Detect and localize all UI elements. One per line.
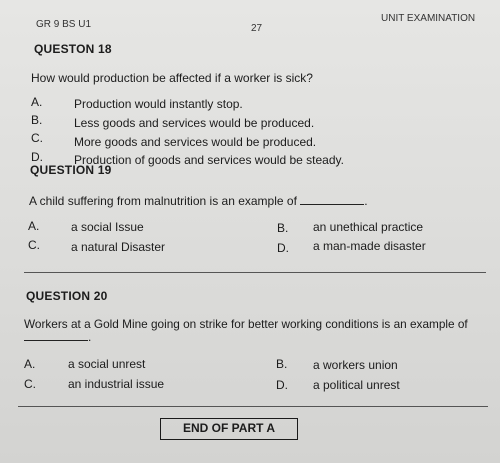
question-19-text — [29, 194, 368, 208]
q18-option-a-letter: A. — [31, 95, 43, 109]
q20-option-d-letter: D. — [276, 378, 288, 392]
q19-option-d-text: a man-made disaster — [313, 239, 426, 253]
q19-option-c-text: a natural Disaster — [71, 240, 166, 254]
q19-option-a-text: a social Issue — [71, 220, 144, 234]
q19-option-d-letter: D. — [277, 241, 289, 255]
question-20-text: Workers at a Gold Mine going on strike for better working conditions is an example of — [24, 317, 468, 331]
q18-option-d-text: Production of goods and services would be steady. — [74, 153, 344, 167]
q20-option-a-text: a social unrest — [68, 357, 146, 371]
course-code: GR 9 BS U1 — [36, 19, 92, 30]
answer-blank — [300, 204, 364, 205]
q19-option-b-text: an unethical practice — [313, 220, 424, 234]
q18-option-b-letter: B. — [31, 113, 43, 127]
q18-option-a-text: Production would instantly stop. — [74, 97, 243, 111]
divider-line — [24, 272, 486, 273]
q20-option-b-letter: B. — [276, 357, 288, 371]
q18-option-c-letter: C. — [31, 131, 43, 145]
q19-option-c-letter: C. — [28, 238, 40, 252]
q20-option-c-letter: C. — [24, 377, 36, 391]
divider-line — [18, 406, 488, 407]
question-19-stem: A child suffering from malnutrition is an example of — [29, 194, 297, 208]
q20-option-c-text: an industrial issue — [68, 377, 165, 391]
q19-option-b-letter: B. — [277, 221, 289, 235]
end-of-part-label: END OF PART A — [160, 418, 298, 440]
question-20-blank-line — [24, 330, 91, 344]
question-20-title: QUESTION 20 — [26, 289, 108, 303]
q18-option-d-letter: D. — [31, 150, 43, 164]
q20-option-d-text: a political unrest — [313, 378, 400, 392]
question-18-text: How would production be affected if a worker is sick? — [31, 71, 313, 85]
q18-option-b-text: Less goods and services would be produced. — [74, 116, 315, 130]
q19-option-a-letter: A. — [28, 219, 40, 233]
answer-blank — [24, 340, 88, 341]
question-20-end: . — [88, 330, 92, 344]
q20-option-a-letter: A. — [24, 357, 36, 371]
question-19-title: QUESTION 19 — [30, 163, 112, 177]
question-19-end: . — [364, 194, 368, 208]
question-18-title: QUESTON 18 — [34, 42, 112, 56]
q18-option-c-text: More goods and services would be produced. — [74, 135, 317, 149]
exam-title: UNIT EXAMINATION — [381, 13, 476, 24]
page-number: 27 — [251, 23, 263, 34]
q20-option-b-text: a workers union — [313, 358, 398, 372]
